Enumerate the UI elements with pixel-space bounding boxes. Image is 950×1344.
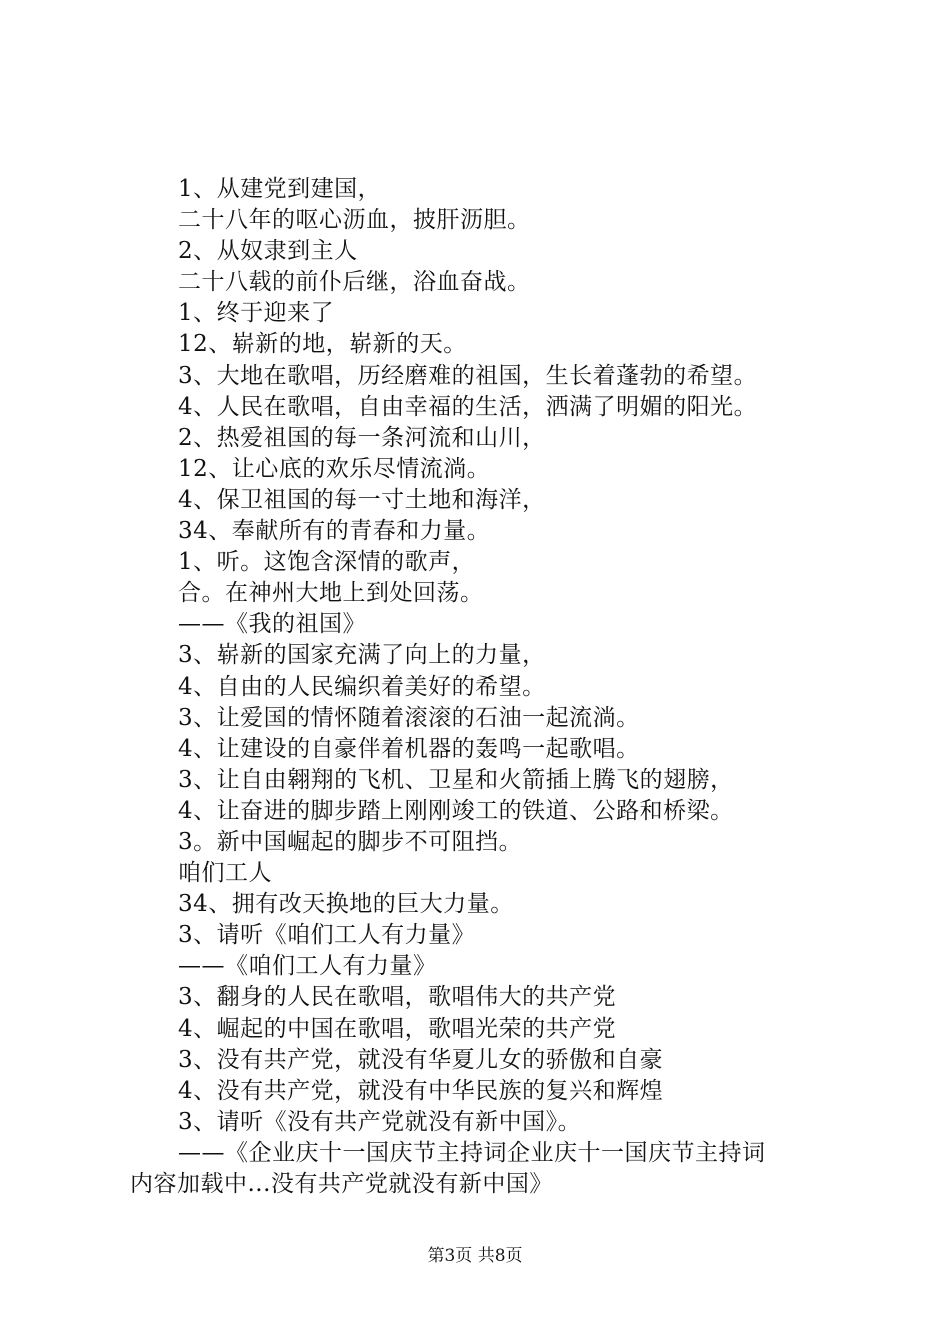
text-line: 4、人民在歌唱，自由幸福的生活，洒满了明媚的阳光。 xyxy=(178,393,758,420)
text-line: 3、请听《咱们工人有力量》 xyxy=(178,922,476,949)
text-line: 12、崭新的地，崭新的天。 xyxy=(178,331,467,358)
closing-title-continuation: 内容加载中...没有共产党就没有新中国》 xyxy=(130,1171,553,1197)
text-line: 二十八载的前仆后继，浴血奋战。 xyxy=(178,269,531,296)
song-title-line: ——《我的祖国》 xyxy=(178,611,366,638)
page-number-footer: 第3页 共8页 xyxy=(427,1246,523,1266)
text-line: 3、崭新的国家充满了向上的力量， xyxy=(178,642,546,669)
text-line: 3、让爱国的情怀随着滚滚的石油一起流淌。 xyxy=(178,704,640,731)
text-line: 3、没有共产党，就没有华夏儿女的骄傲和自豪 xyxy=(178,1046,664,1073)
document-body xyxy=(130,174,835,1200)
text-line: 2、热爱祖国的每一条河流和山川， xyxy=(178,424,546,451)
text-line: 合。在神州大地上到处回荡。 xyxy=(178,580,484,607)
closing-title-line: ——《企业庆十一国庆节主持词企业庆十一国庆节主持词 xyxy=(178,1139,766,1166)
song-title-line: ——《咱们工人有力量》 xyxy=(178,953,437,980)
text-line: 3、翻身的人民在歌唱，歌唱伟大的共产党 xyxy=(178,984,617,1011)
text-line: 二十八年的呕心沥血，披肝沥胆。 xyxy=(178,207,531,234)
text-line: 2、从奴隶到主人 xyxy=(178,238,358,265)
text-line: 1、终于迎来了 xyxy=(178,300,335,327)
text-line: 3、请听《没有共产党就没有新中国》。 xyxy=(178,1108,582,1135)
text-line: 咱们工人 xyxy=(178,860,272,887)
text-line: 34、拥有改天换地的巨大力量。 xyxy=(178,891,514,918)
text-line: 4、崛起的中国在歌唱，歌唱光荣的共产党 xyxy=(178,1015,617,1042)
text-line: 4、保卫祖国的每一寸土地和海洋， xyxy=(178,486,546,513)
text-line: 4、自由的人民编织着美好的希望。 xyxy=(178,673,546,700)
text-line: 3、大地在歌唱，历经磨难的祖国，生长着蓬勃的希望。 xyxy=(178,362,758,389)
text-line: 4、让建设的自豪伴着机器的轰鸣一起歌唱。 xyxy=(178,735,640,762)
text-line: 3、让自由翱翔的飞机、卫星和火箭插上腾飞的翅膀， xyxy=(178,766,734,793)
text-line: 3。新中国崛起的脚步不可阻挡。 xyxy=(178,828,523,855)
text-line: 34、奉献所有的青春和力量。 xyxy=(178,518,491,545)
text-line: 12、让心底的欢乐尽情流淌。 xyxy=(178,455,491,482)
text-line: 1、听。这饱含深情的歌声， xyxy=(178,549,476,576)
text-line: 1、从建党到建国， xyxy=(178,176,382,202)
text-line: 4、让奋进的脚步踏上刚刚竣工的铁道、公路和桥梁。 xyxy=(178,797,734,824)
text-line: 4、没有共产党，就没有中华民族的复兴和辉煌 xyxy=(178,1077,664,1104)
